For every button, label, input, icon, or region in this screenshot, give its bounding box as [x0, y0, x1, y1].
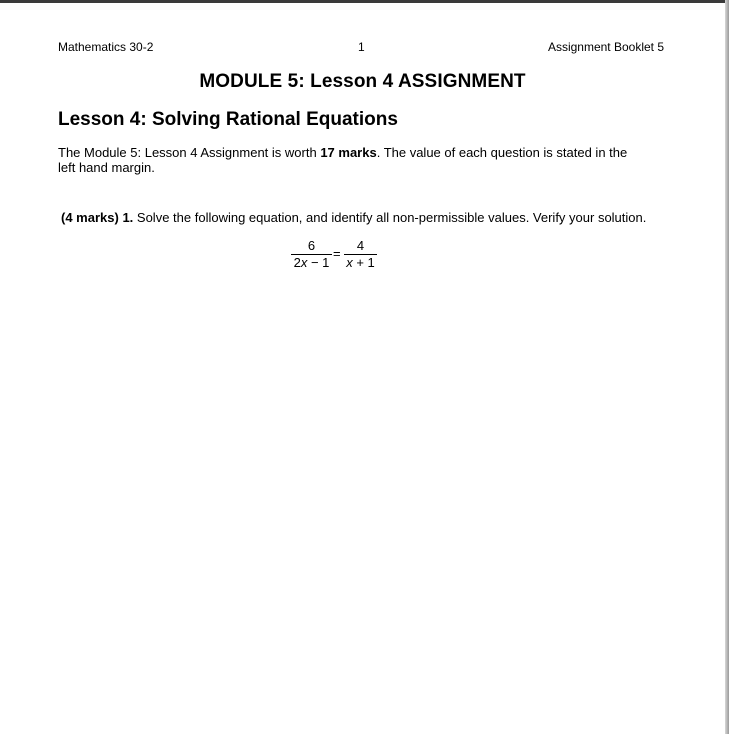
- left-denominator-rest: − 1: [307, 255, 330, 270]
- intro-text-after: . The value of each question is stated in the left hand margin.: [58, 145, 628, 175]
- question-1: [61, 210, 681, 225]
- module-title: MODULE 5: Lesson 4 ASSIGNMENT: [199, 71, 526, 92]
- equals-sign: =: [333, 246, 341, 261]
- left-numerator: 6: [307, 238, 316, 253]
- header-course: Mathematics 30-2: [58, 40, 154, 54]
- header-page-number: 1: [358, 40, 365, 54]
- lesson-title: Lesson 4: Solving Rational Equations: [58, 109, 398, 130]
- document-page: [0, 3, 725, 734]
- intro-paragraph: [58, 145, 648, 175]
- right-fraction: [344, 239, 377, 270]
- intro-text-before: The Module 5: Lesson 4 Assignment is worth: [58, 145, 321, 160]
- page-right-edge: [725, 0, 729, 734]
- right-numerator: 4: [356, 238, 365, 253]
- left-fraction: [291, 239, 332, 270]
- right-denominator: [344, 255, 377, 270]
- right-denominator-rest: + 1: [352, 255, 375, 270]
- intro-marks-total: 17 marks: [320, 145, 377, 160]
- question-1-number: 1.: [122, 210, 134, 225]
- question-1-text: Solve the following equation, and identify all non-permissible values. Verify your solution.: [136, 210, 647, 225]
- right-denominator-var: x: [346, 255, 353, 270]
- left-denominator: [291, 255, 332, 270]
- left-denominator-var: x: [300, 255, 308, 270]
- header-booklet: Assignment Booklet 5: [547, 40, 664, 54]
- left-denominator-coef: 2: [293, 255, 301, 270]
- question-1-marks: (4 marks): [61, 210, 119, 225]
